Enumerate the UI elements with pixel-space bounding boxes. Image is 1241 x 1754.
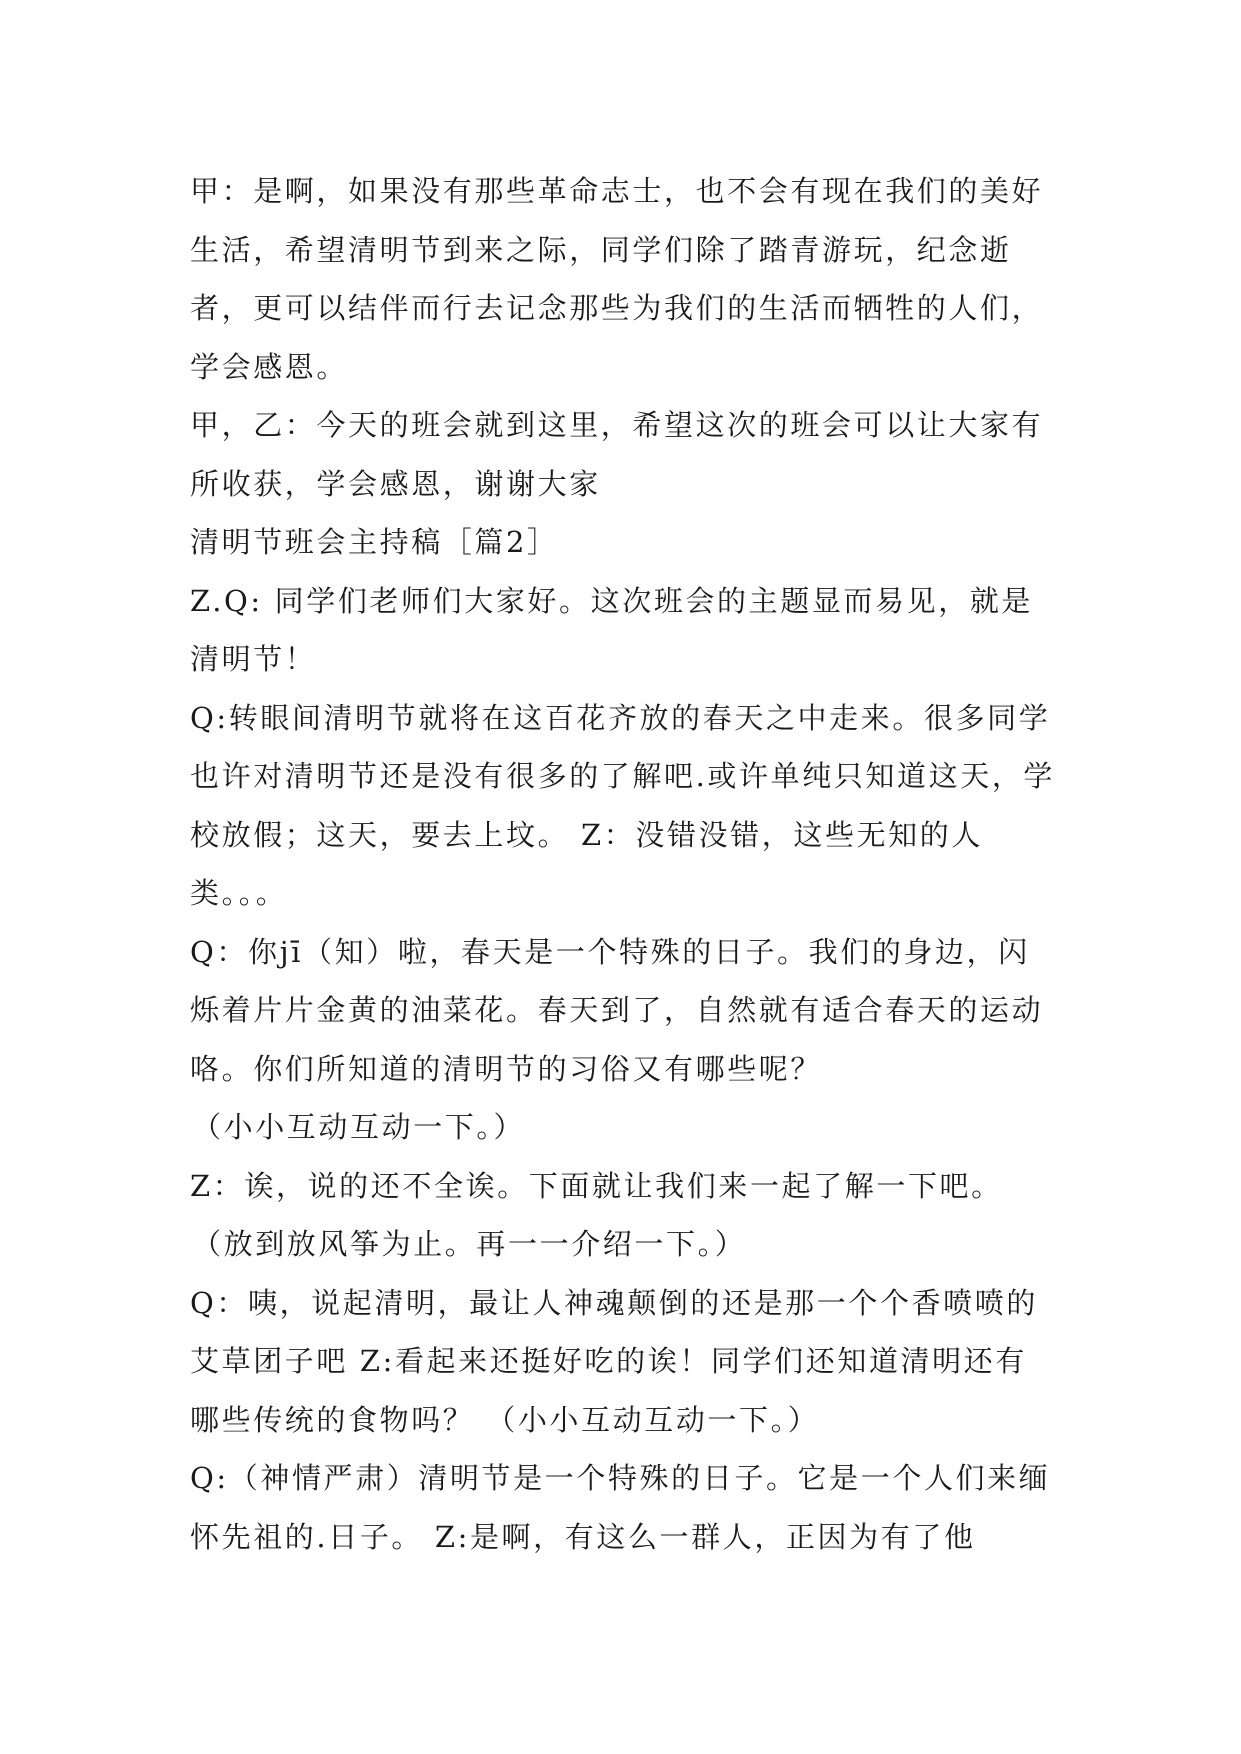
stage-direction-kites: （放到放风筝为止。再一一介绍一下。） — [192, 1227, 747, 1261]
paragraph-learn-together: Z：诶，说的还不全诶。下面就让我们来一起了解一下吧。 — [190, 1168, 1003, 1203]
stage-direction-interaction: （小小互动互动一下。） — [192, 1110, 526, 1144]
paragraph-remembrance: Q:（神情严肃）清明节是一个特殊的日子。它是一个人们来缅怀先祖的.日子。 Z:是啊，有这么一群人，正因为有了他 — [190, 1461, 1051, 1554]
paragraph-introduction: Q:转眼间清明节就将在这百花齐放的春天之中走来。很多同学也许对清明节还是没有很多的了解吧.或许单纯只知道这天，学校放假；这天，要去上坟。 Z：没错没错，这些无知的人类。。。 — [190, 700, 1056, 910]
document-body — [190, 162, 1056, 1566]
paragraph-closing-remarks: 甲，乙：今天的班会就到这里，希望这次的班会可以让大家有所收获，学会感恩，谢谢大家 — [190, 408, 1044, 501]
paragraph-traditional-food: Q：咦，说起清明，最让人神魂颠倒的还是那一个个香喷喷的艾草团子吧 Z:看起来还挺好吃的诶！同学们还知道清明还有哪些传统的食物吗？ （小小互动互动一下。） — [190, 1285, 1038, 1437]
section-heading: 清明节班会主持稿［篇2］ — [190, 525, 559, 559]
paragraph-spring-customs: Q：你jī（知）啦，春天是一个特殊的日子。我们的身边，闪烁着片片金黄的油菜花。春天到了，自然就有适合春天的运动咯。你们所知道的清明节的习俗又有哪些呢？ — [190, 934, 1044, 1086]
paragraph-jia-reply: 甲：是啊，如果没有那些革命志士，也不会有现在我们的美好生活，希望清明节到来之际，同学们除了踏青游玩，纪念逝者，更可以结伴而行去记念那些为我们的生活而牺牲的人们，学会感恩。 — [190, 174, 1044, 384]
paragraph-opening-greeting: Z.Q: 同学们老师们大家好。这次班会的主题显而易见，就是清明节！ — [190, 583, 1034, 676]
